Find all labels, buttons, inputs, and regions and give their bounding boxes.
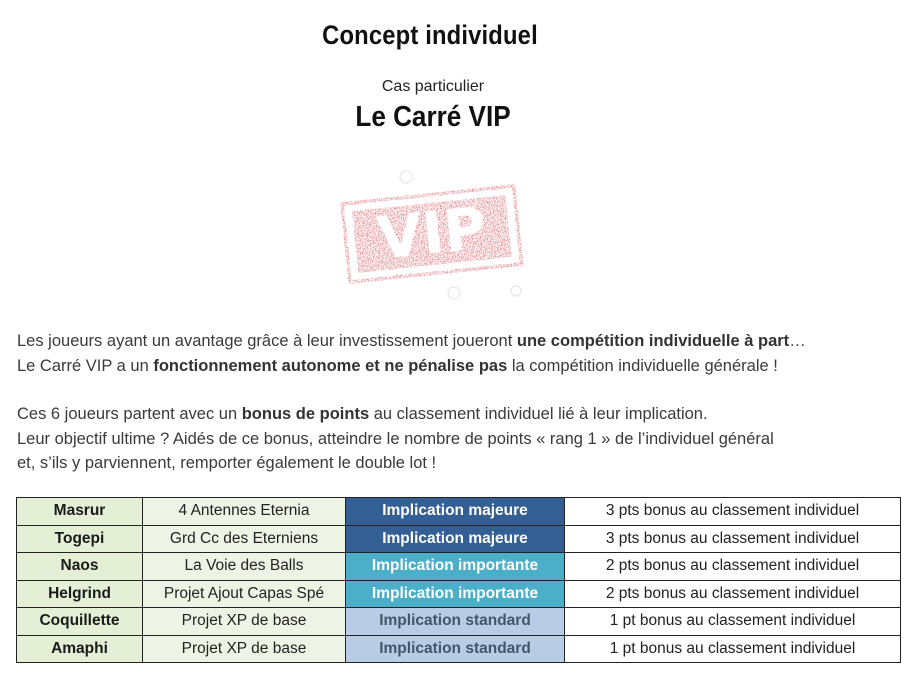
paragraph2-line1 [17, 402, 897, 427]
description-text [17, 329, 897, 476]
table-row [17, 608, 901, 636]
implication-cell: Implication importante [346, 580, 565, 608]
section-title: Le Carré VIP [355, 101, 511, 133]
bold-span: bonus de points [241, 405, 370, 423]
implication-cell: Implication majeure [346, 525, 565, 553]
bonus-cell: 2 pts bonus au classement individuel [565, 553, 901, 581]
page-title: Concept individuel [322, 20, 538, 50]
table-row [17, 498, 901, 526]
text-span: Les joueurs ayant un avantage grâce à leur investissement joueront [17, 332, 517, 350]
player-name-cell: Naos [17, 553, 143, 581]
bonus-cell: 3 pts bonus au classement individuel [565, 498, 901, 526]
project-cell: Projet XP de base [143, 635, 346, 663]
bonus-cell: 1 pt bonus au classement individuel [565, 608, 901, 636]
project-cell: Projet XP de base [143, 608, 346, 636]
paragraph2-line3: et, s’ils y parviennent, remporter également le double lot ! [17, 454, 437, 472]
paragraph2-line2: Leur objectif ultime ? Aidés de ce bonus, atteindre le nombre de points « rang 1 » de l’individuel général [17, 429, 774, 448]
bonus-cell: 3 pts bonus au classement individuel [565, 525, 901, 553]
implication-cell: Implication standard [346, 635, 565, 663]
player-name-cell: Togepi [17, 525, 143, 553]
project-cell: 4 Antennes Eternia [143, 498, 346, 526]
bonus-cell: 1 pt bonus au classement individuel [565, 635, 901, 663]
project-cell: La Voie des Balls [143, 553, 346, 581]
project-cell: Projet Ajout Capas Spé [143, 580, 346, 608]
table-row [17, 635, 901, 663]
paragraph1-line1 [17, 329, 897, 354]
bold-span: une compétition individuelle à part [516, 332, 790, 350]
text-span: au classement individuel lié à leur implication. [369, 405, 708, 423]
text-span: la compétition individuelle générale ! [507, 356, 778, 375]
paragraph1-line2 [17, 354, 897, 379]
project-cell: Grd Cc des Eterniens [143, 525, 346, 553]
page-subtitle: Cas particulier [381, 78, 485, 95]
text-span: Le Carré VIP a un [17, 356, 154, 375]
vip-stamp-image [330, 165, 535, 305]
player-name-cell: Helgrind [17, 580, 143, 608]
player-name-cell: Amaphi [17, 635, 143, 663]
player-name-cell: Coquillette [17, 608, 143, 636]
bold-span: fonctionnement autonome et ne pénalise pas [153, 356, 508, 375]
table-row [17, 580, 901, 608]
bonus-cell: 2 pts bonus au classement individuel [565, 580, 901, 608]
text-span: … [789, 332, 806, 350]
table-row [17, 525, 901, 553]
vip-players-table [16, 497, 901, 663]
player-name-cell: Masrur [17, 498, 143, 526]
vip-stamp-text: VIP [374, 193, 490, 273]
implication-cell: Implication majeure [346, 498, 565, 526]
implication-cell: Implication importante [346, 553, 565, 581]
table-row [17, 553, 901, 581]
text-span: Ces 6 joueurs partent avec un [17, 405, 242, 423]
implication-cell: Implication standard [346, 608, 565, 636]
